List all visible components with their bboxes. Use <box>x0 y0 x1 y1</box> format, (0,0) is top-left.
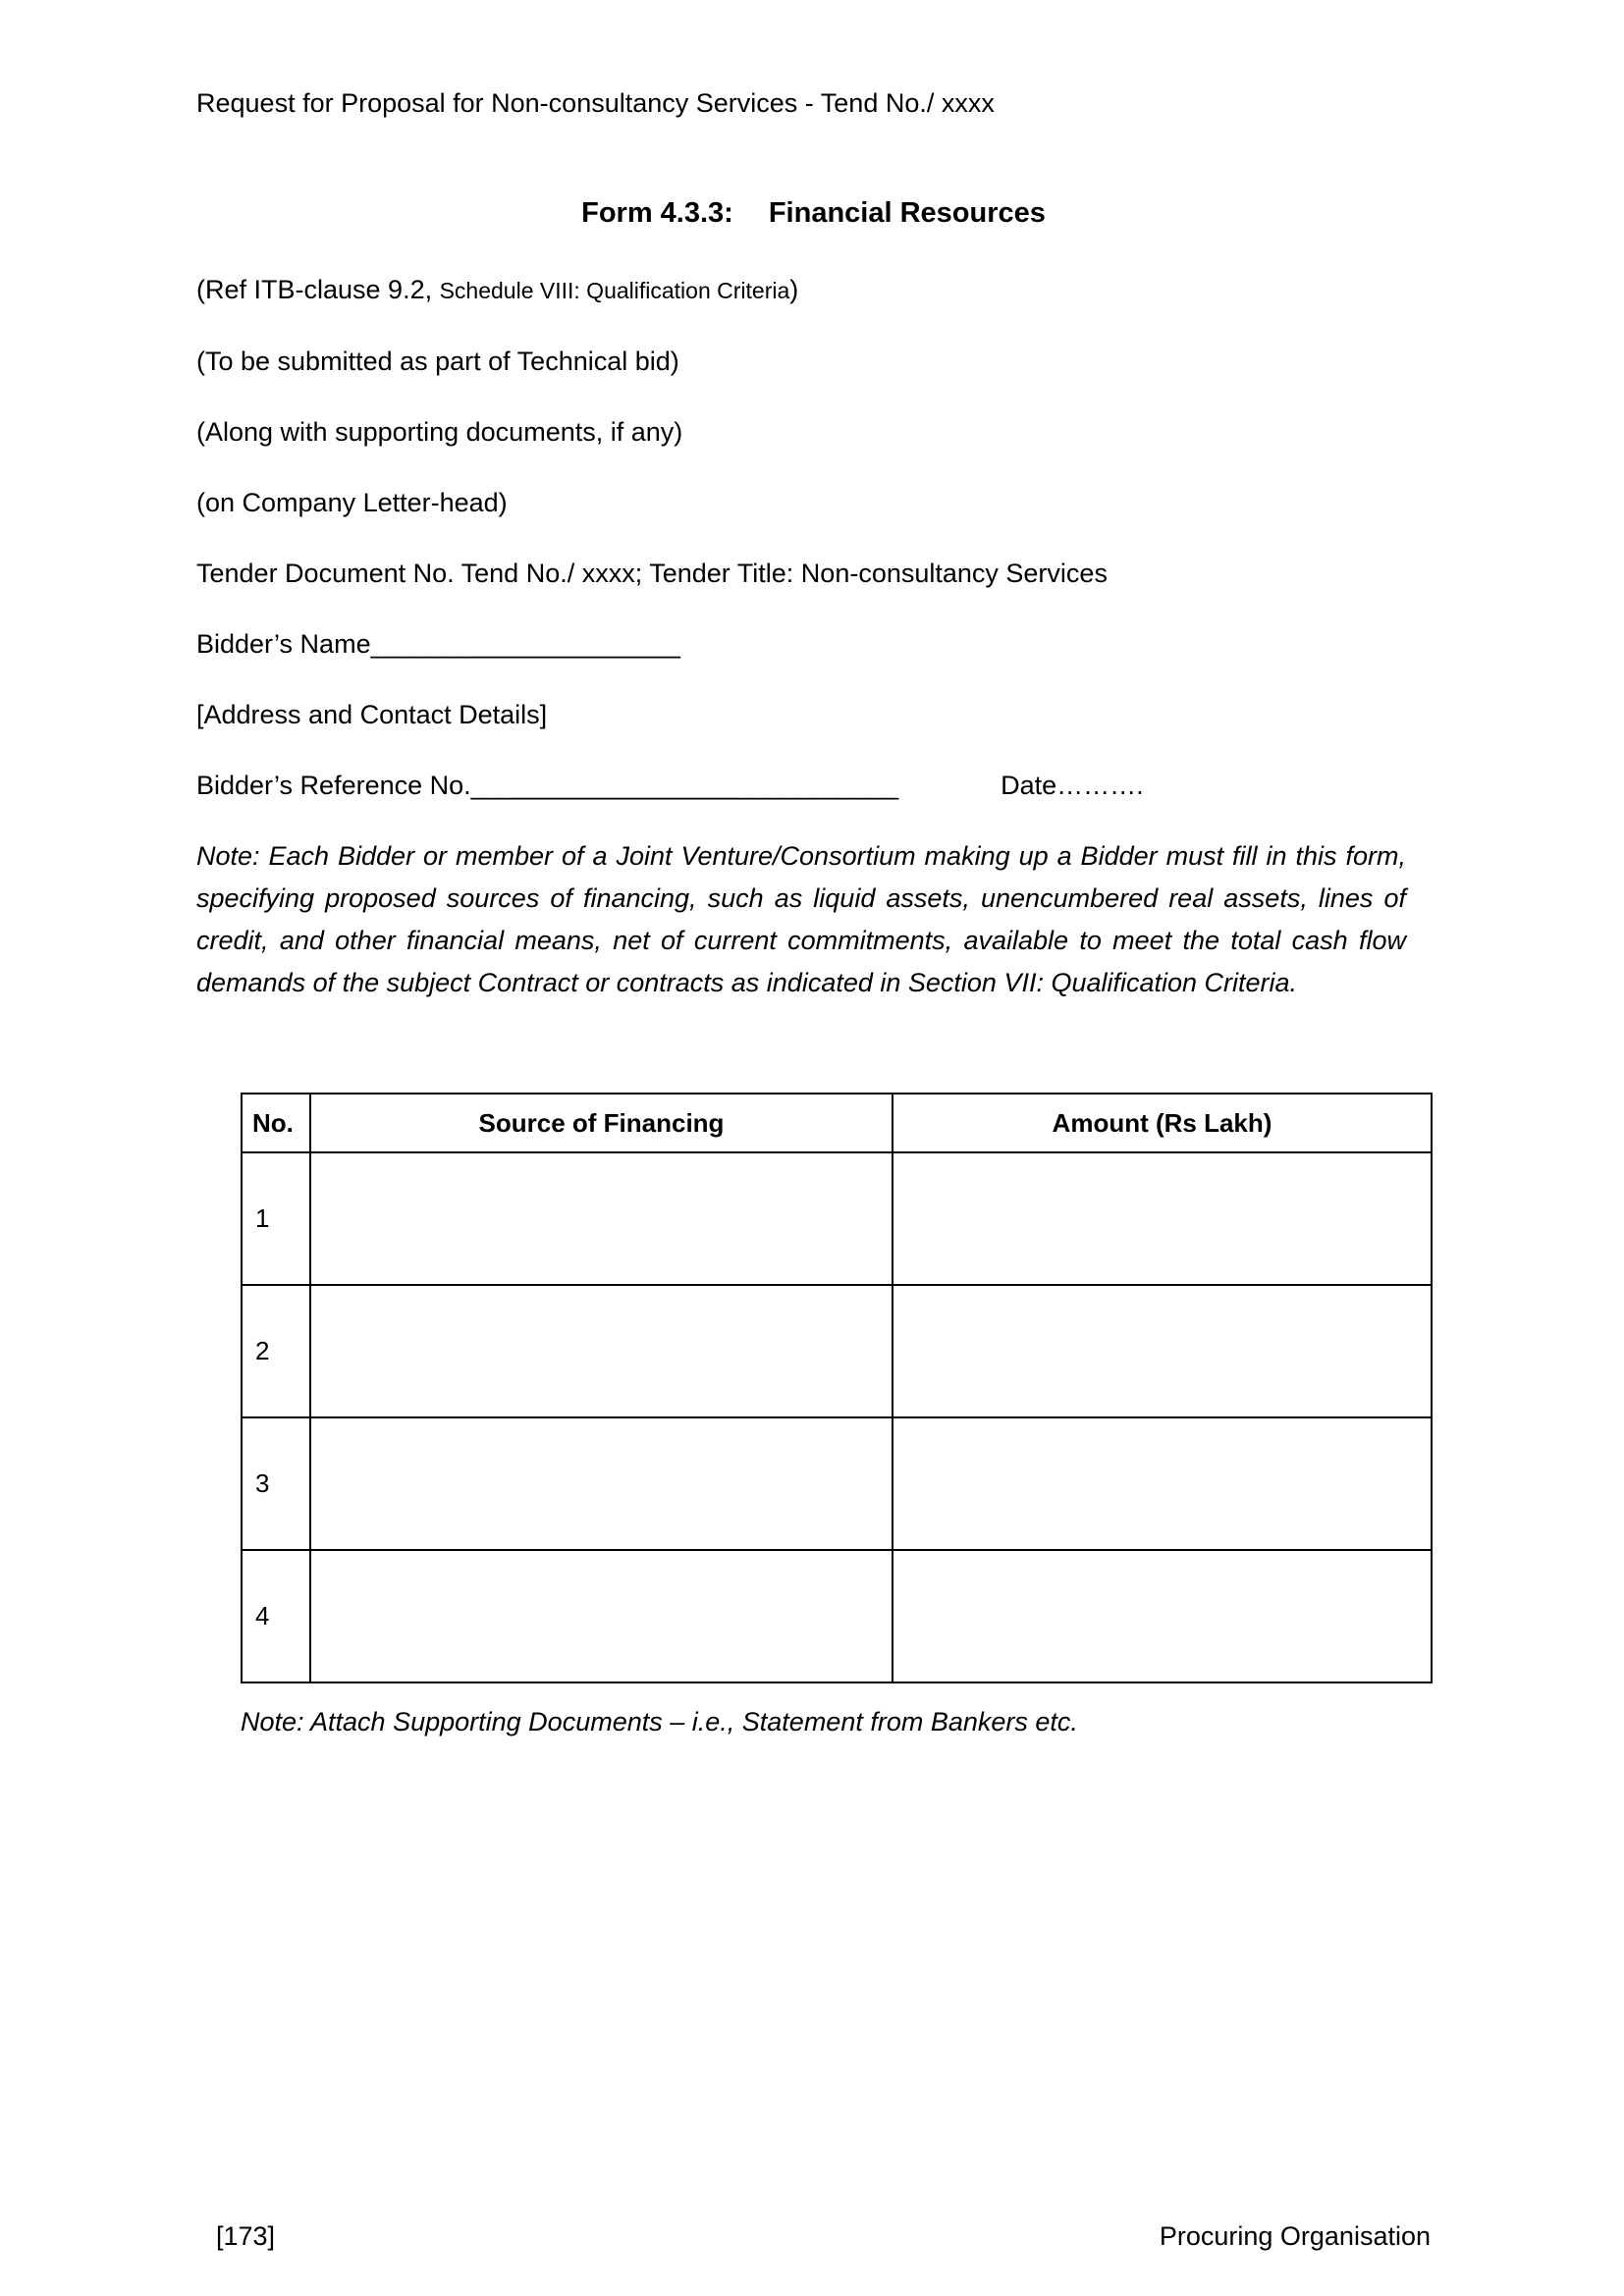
table-row <box>242 1285 1432 1417</box>
ref-line-prefix: (Ref ITB-clause 9.2, <box>196 275 440 304</box>
page-footer <box>196 2219 1431 2253</box>
row-number: 4 <box>242 1550 310 1682</box>
ref-line-suffix: ) <box>789 275 799 304</box>
source-cell <box>310 1152 893 1285</box>
row-number: 2 <box>242 1285 310 1417</box>
bidder-reference-field: Bidder’s Reference No._____________________________ <box>196 771 899 800</box>
bidder-name-line: Bidder’s Name_____________________ <box>196 629 680 659</box>
amount-cell <box>893 1417 1432 1550</box>
tender-document-line: Tender Document No. Tend No./ xxxx; Tender Title: Non-consultancy Services <box>196 559 1108 588</box>
table-row <box>242 1550 1432 1682</box>
table-header-row <box>242 1094 1432 1152</box>
financing-table <box>241 1093 1433 1683</box>
amount-cell <box>893 1285 1432 1417</box>
supporting-docs-line: (Along with supporting documents, if any) <box>196 417 683 447</box>
letterhead-line: (on Company Letter-head) <box>196 488 508 517</box>
header-no: No. <box>242 1094 310 1152</box>
submission-line: (To be submitted as part of Technical bid) <box>196 347 679 376</box>
procuring-organisation-label: Procuring Organisation <box>1159 2221 1431 2251</box>
ref-line <box>196 273 1431 307</box>
form-name: Financial Resources <box>768 197 1046 229</box>
header-source-of-financing: Source of Financing <box>310 1094 893 1152</box>
source-cell <box>310 1285 893 1417</box>
reference-date-line <box>196 769 1431 802</box>
table-row <box>242 1152 1432 1285</box>
table-row <box>242 1417 1432 1550</box>
row-number: 1 <box>242 1152 310 1285</box>
page-header: Request for Proposal for Non-consultancy Services - Tend No./ xxxx <box>196 88 995 118</box>
form-title <box>196 194 1431 232</box>
note-paragraph: Note: Each Bidder or member of a Joint Venture/Consortium making up a Bidder must fill in this form, specifying proposed sources of financing, such as liquid assets, unencumbered real assets, lines of credit, and other financial means, net of current commitments, available to meet the total cash flow demands of the subject Contract or contracts as indicated in Section VII: Qualification Criteria. <box>196 841 1406 997</box>
address-line: [Address and Contact Details] <box>196 700 548 729</box>
page-number: [173] <box>216 2221 276 2251</box>
header-amount: Amount (Rs Lakh) <box>893 1094 1432 1152</box>
source-cell <box>310 1417 893 1550</box>
row-number: 3 <box>242 1417 310 1550</box>
amount-cell <box>893 1152 1432 1285</box>
ref-line-schedule: Schedule VIII: Qualification Criteria <box>439 278 790 303</box>
table-note: Note: Attach Supporting Documents – i.e., Statement from Bankers etc. <box>241 1707 1078 1736</box>
form-number: Form 4.3.3: <box>581 197 733 229</box>
date-field: Date………. <box>1001 771 1144 800</box>
source-cell <box>310 1550 893 1682</box>
amount-cell <box>893 1550 1432 1682</box>
